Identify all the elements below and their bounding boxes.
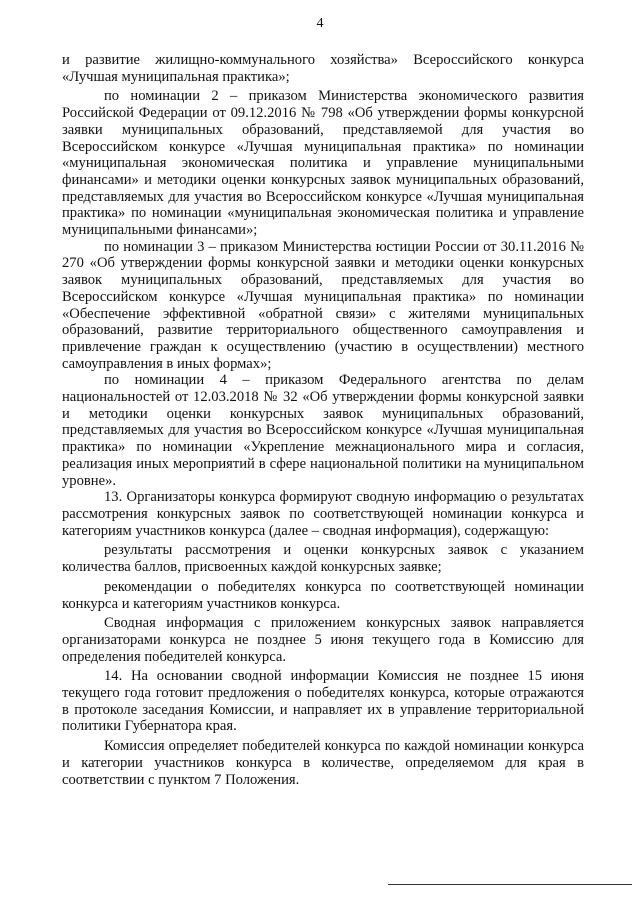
- page-number: 4: [316, 16, 324, 31]
- paragraph-results: результаты рассмотрения и оценки конкурсных заявок с указанием количества баллов, присвоенных каждой конкурсных заявке;: [62, 542, 584, 576]
- paragraph-commission: Комиссия определяет победителей конкурса по каждой номинации конкурса и категории участников конкурса в количестве, определяемом для края в соответствии с пунктом 7 Положения.: [62, 738, 584, 788]
- paragraph-nomination-2: по номинации 2 – приказом Министерства экономического развития Российской Федерации от 09.12.2016 № 798 «Об утверждении формы конкурсной заявки муниципальных образований, представляемой для участия во Всероссийском конкурсе «Лучшая муниципальная практика» по номинации «муниципальная экономическая политика и управление муниципальными финансами» и методики оценки конкурсных заявок муниципальных образований, представляемых для участия во Всероссийском конкурсе «Лучшая муниципальная практика» по номинации «муниципальная экономическая политика и управление муниципальными финансами»;: [62, 88, 584, 239]
- paragraph-continuation: и развитие жилищно-коммунального хозяйства» Всероссийского конкурса «Лучшая муниципальная практика»;: [62, 52, 584, 85]
- paragraph-nomination-4: по номинации 4 – приказом Федерального агентства по делам национальностей от 12.03.2018 № 32 «Об утверждении формы конкурсной заявки и методики оценки конкурсных заявок муниципальных образований, представляемых для участия во Всероссийском конкурсе «Лучшая муниципальная практика» по номинации «Укрепление межнационального мира и согласия, реализация иных мероприятий в сфере национальной политики на муниципальном уровне».: [62, 372, 584, 489]
- paragraph-summary-info: Сводная информация с приложением конкурсных заявок направляется организаторами конкурса не позднее 5 июня текущего года в Комиссию для определения победителей конкурса.: [62, 615, 584, 665]
- paragraph-recommendations: рекомендации о победителях конкурса по соответствующей номинации конкурса и категориям участников конкурса.: [62, 578, 584, 612]
- bottom-divider: [388, 884, 632, 885]
- paragraph-nomination-3: по номинации 3 – приказом Министерства юстиции России от 30.11.2016 № 270 «Об утверждении формы конкурсной заявки и методики оценки конкурсных заявок муниципальных образований, представляемых для участия во Всероссийском конкурсе «Лучшая муниципальная практика» по номинации «Обеспечение эффективной «обратной связи» с жителями муниципальных образований, развитие территориального общественного самоуправления и привлечение граждан к осуществлению (участию в осуществлении) местного самоуправления в иных формах»;: [62, 238, 584, 372]
- paragraph-item-14: 14. На основании сводной информации Комиссия не позднее 15 июня текущего года готовит предложения о победителях конкурса, которые отражаются в протоколе заседания Комиссии, и направляет их в управление территориальной политики Губернатора края.: [62, 668, 584, 735]
- paragraph-item-13: 13. Организаторы конкурса формируют сводную информацию о результатах рассмотрения конкурсных заявок по соответствующей номинации конкурса и категориям участников конкурса (далее – сводная информация), содержащую:: [62, 489, 584, 539]
- document-body: [62, 52, 584, 788]
